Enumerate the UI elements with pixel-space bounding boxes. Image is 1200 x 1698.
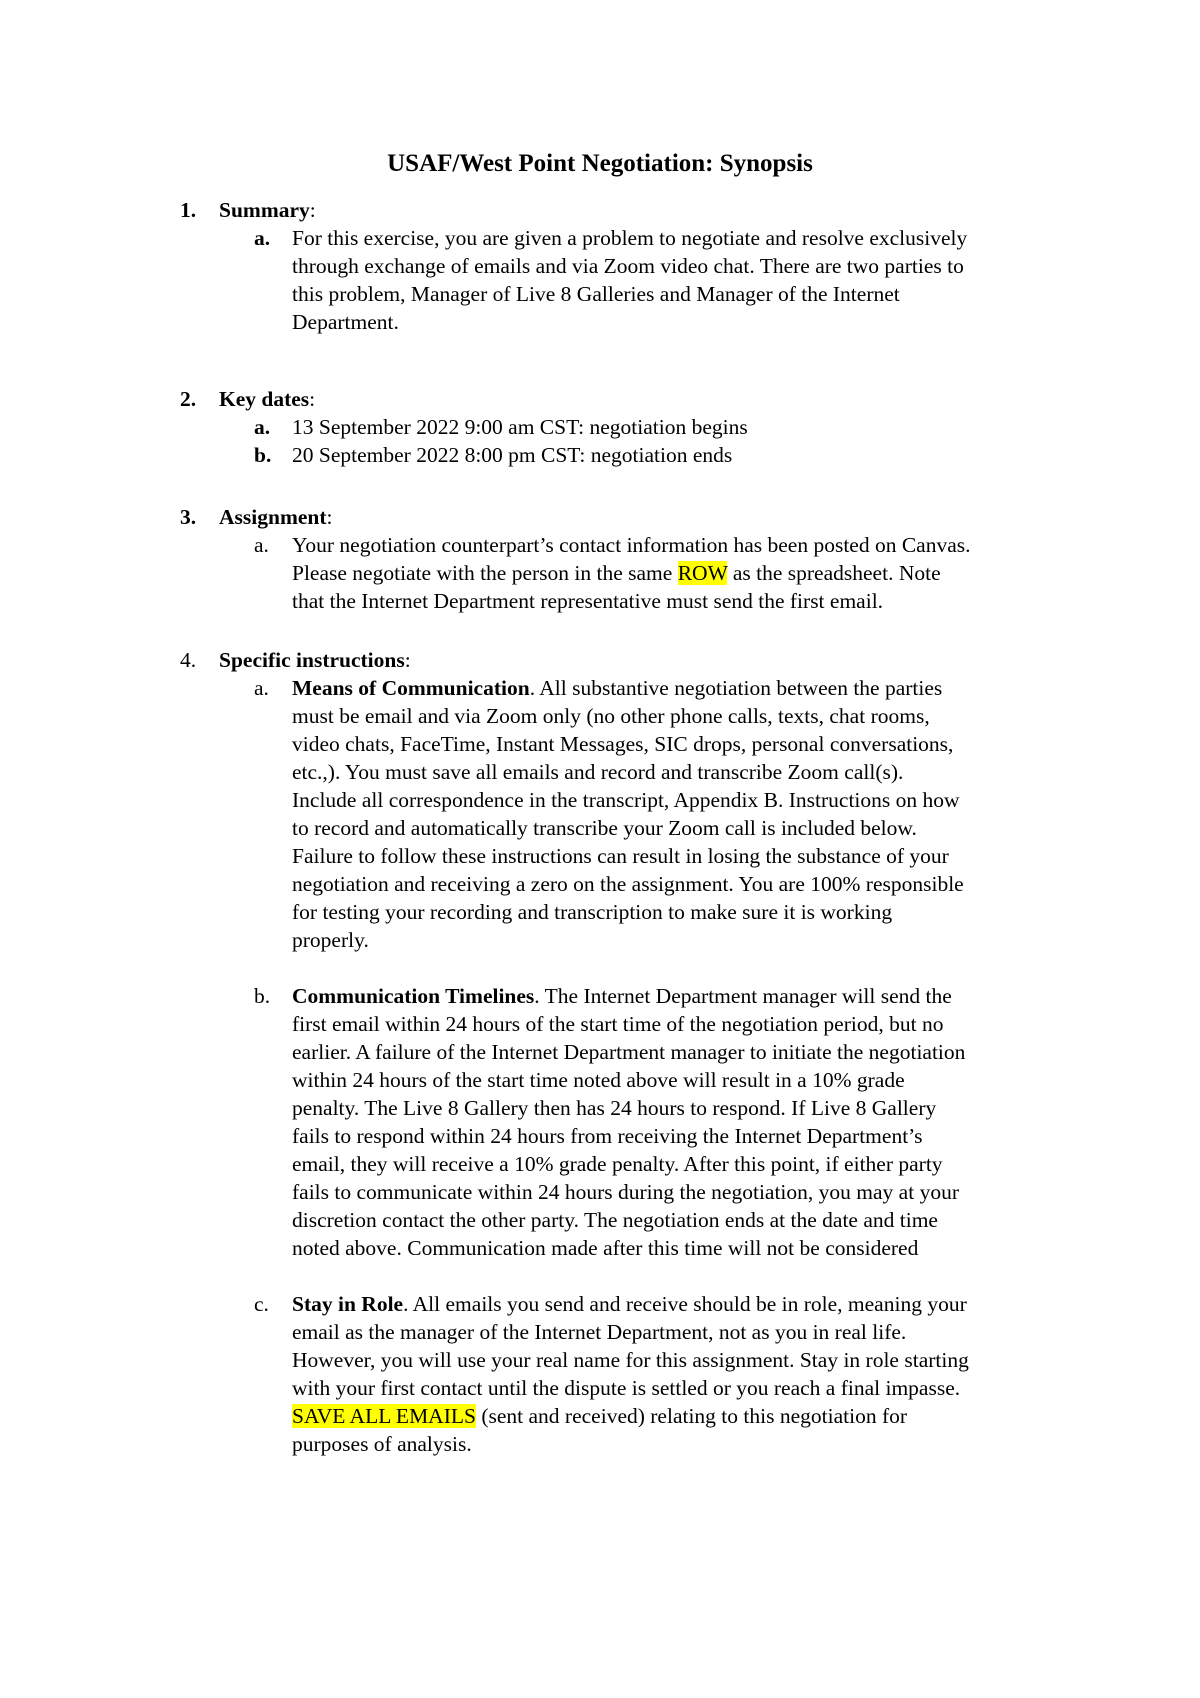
item-letter: a. — [254, 676, 269, 700]
item-letter: a. — [254, 415, 271, 439]
text-line — [292, 1402, 1072, 1430]
text-line: properly. — [292, 928, 369, 952]
text-line: For this exercise, you are given a problem to negotiate and resolve exclusively — [292, 226, 968, 250]
text-line: earlier. A failure of the Internet Department manager to initiate the negotiation — [292, 1040, 966, 1064]
item-letter: a. — [254, 533, 269, 557]
text-line: discretion contact the other party. The negotiation ends at the date and time — [292, 1208, 938, 1232]
text-line: Include all correspondence in the transcript, Appendix B. Instructions on how — [292, 788, 960, 812]
text-line: through exchange of emails and via Zoom video chat. There are two parties to — [292, 254, 964, 278]
text-line: purposes of analysis. — [292, 1432, 472, 1456]
text-line: that the Internet Department representative must send the first email. — [292, 589, 884, 613]
section-number: 2. — [180, 387, 197, 411]
item-text — [292, 674, 1072, 954]
text-line: this problem, Manager of Live 8 Galleries and Manager of the Internet — [292, 282, 900, 306]
highlighted-text: ROW — [677, 561, 728, 585]
list-item — [0, 1290, 1200, 1458]
text-line: video chats, FaceTime, Instant Messages, SIC drops, personal conversations, — [292, 732, 954, 756]
section-heading — [0, 196, 1200, 224]
section-title-text: Assignment — [219, 505, 327, 529]
section-number: 4. — [180, 648, 197, 672]
text-line — [292, 559, 1072, 587]
text-line — [292, 674, 1072, 702]
section-title — [219, 196, 316, 224]
text-line: first email within 24 hours of the start time of the negotiation period, but no — [292, 1012, 944, 1036]
item-text: 20 September 2022 8:00 pm CST: negotiation ends — [292, 443, 733, 467]
highlighted-text: SAVE ALL EMAILS — [292, 1404, 476, 1428]
text-line: penalty. The Live 8 Gallery then has 24 hours to respond. If Live 8 Gallery — [292, 1096, 937, 1120]
item-text — [292, 982, 1072, 1262]
text-line: fails to communicate within 24 hours during the negotiation, you may at your — [292, 1180, 959, 1204]
text-segment: as the spreadsheet. Note — [727, 561, 941, 585]
text-line: noted above. Communication made after this time will not be considered — [292, 1236, 919, 1260]
item-letter: a. — [254, 226, 271, 250]
list-item — [0, 674, 1200, 954]
list-item — [0, 413, 1200, 441]
text-line: Department. — [292, 310, 399, 334]
text-line: with your first contact until the dispute is settled or you reach a final impasse. — [292, 1376, 961, 1400]
section-title — [219, 385, 315, 413]
section-title-suffix: : — [309, 198, 316, 222]
section-summary — [0, 196, 1200, 336]
text-line: However, you will use your real name for this assignment. Stay in role starting — [292, 1348, 969, 1372]
text-segment: . All emails you send and receive should be in role, meaning your — [403, 1292, 967, 1316]
item-letter: c. — [254, 1292, 269, 1316]
text-line: email, they will receive a 10% grade penalty. After this point, if either party — [292, 1152, 943, 1176]
item-lead: Communication Timelines — [292, 984, 535, 1008]
section-assignment — [0, 503, 1200, 615]
text-line: negotiation and receiving a zero on the assignment. You are 100% responsible — [292, 872, 964, 896]
section-key-dates — [0, 385, 1200, 469]
section-title-text: Specific instructions — [219, 648, 405, 672]
list-item — [0, 224, 1200, 336]
list-item — [0, 441, 1200, 469]
section-title-suffix: : — [309, 387, 316, 411]
section-heading — [0, 503, 1200, 531]
list-item — [0, 982, 1200, 1262]
section-title-text: Summary — [219, 198, 310, 222]
section-title-suffix: : — [326, 505, 333, 529]
section-heading — [0, 385, 1200, 413]
section-title-suffix: : — [404, 648, 411, 672]
item-text — [292, 224, 1072, 336]
text-line — [292, 982, 1072, 1010]
text-line: fails to respond within 24 hours from receiving the Internet Department’s — [292, 1124, 923, 1148]
text-segment: (sent and received) relating to this negotiation for — [475, 1404, 908, 1428]
text-line: email as the manager of the Internet Department, not as you in real life. — [292, 1320, 907, 1344]
item-letter: b. — [254, 443, 272, 467]
text-line: Failure to follow these instructions can result in losing the substance of your — [292, 844, 949, 868]
item-lead: Stay in Role — [292, 1292, 404, 1316]
section-heading — [0, 646, 1200, 674]
section-number: 3. — [180, 505, 197, 529]
item-text — [292, 531, 1072, 615]
text-line: within 24 hours of the start time noted above will result in a 10% grade — [292, 1068, 905, 1092]
item-letter: b. — [254, 984, 271, 1008]
spacer — [0, 1262, 1200, 1290]
text-line: for testing your recording and transcription to make sure it is working — [292, 900, 893, 924]
item-text — [292, 1290, 1072, 1458]
text-segment: Please negotiate with the person in the same — [292, 561, 678, 585]
section-title-text: Key dates — [219, 387, 310, 411]
list-item — [0, 531, 1200, 615]
text-segment: . All substantive negotiation between the parties — [529, 676, 943, 700]
text-segment: . The Internet Department manager will send the — [534, 984, 952, 1008]
section-specific-instructions — [0, 646, 1200, 1458]
item-lead: Means of Communication — [292, 676, 530, 700]
page-title: USAF/West Point Negotiation: Synopsis — [387, 150, 813, 177]
text-line: to record and automatically transcribe your Zoom call is included below. — [292, 816, 917, 840]
spacer — [0, 954, 1200, 982]
section-number: 1. — [180, 198, 197, 222]
item-text: 13 September 2022 9:00 am CST: negotiation begins — [292, 415, 748, 439]
section-title — [219, 503, 333, 531]
text-line — [292, 1290, 1072, 1318]
text-line: etc.,). You must save all emails and record and transcribe Zoom call(s). — [292, 760, 904, 784]
section-title — [219, 646, 411, 674]
text-line: must be email and via Zoom only (no other phone calls, texts, chat rooms, — [292, 704, 930, 728]
text-line: Your negotiation counterpart’s contact information has been posted on Canvas. — [292, 533, 971, 557]
